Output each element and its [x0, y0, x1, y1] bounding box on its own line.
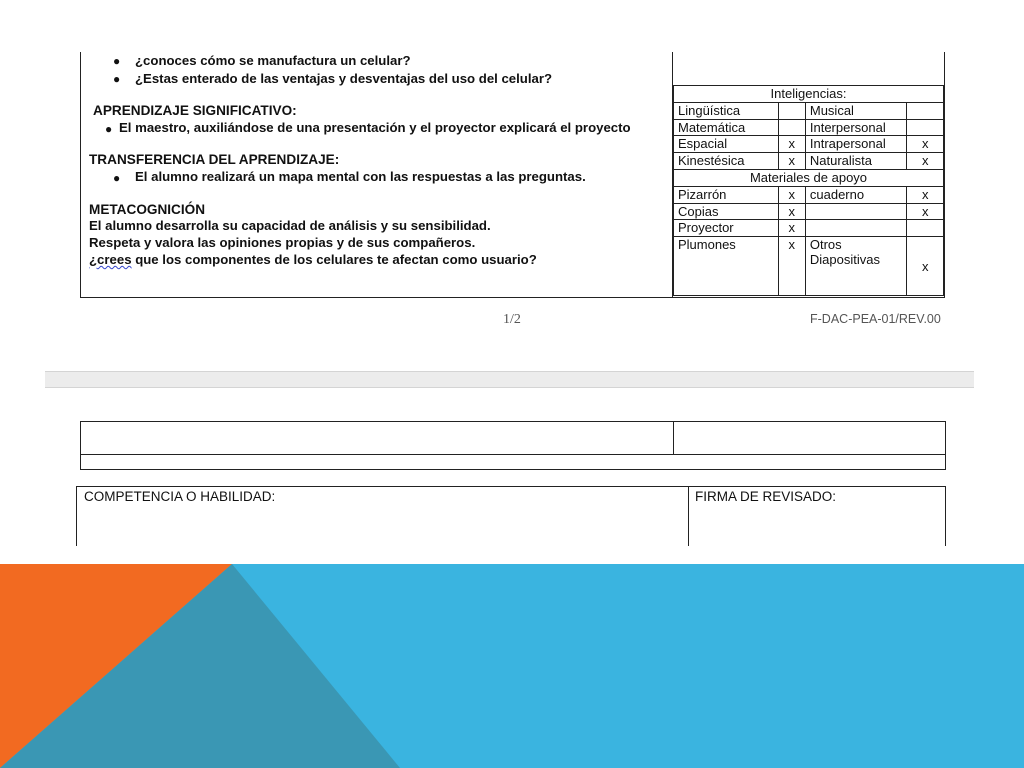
intelligences-column	[673, 52, 944, 297]
material-name: Plumones	[674, 237, 779, 296]
question-rest: que los componentes de los celulares te afectan como usuario?	[131, 252, 537, 267]
material-line-1: Otros	[809, 237, 842, 253]
transferencia-text: El alumno realizará un mapa mental con las respuestas a las preguntas.	[135, 169, 586, 184]
bullet-dot: ●	[105, 122, 113, 136]
material-mark: x	[778, 203, 805, 220]
table-divider	[673, 422, 674, 454]
intel-name: Kinestésica	[674, 153, 779, 170]
intel-name: Intrapersonal	[805, 136, 907, 153]
question-2: ¿Estas enterado de las ventajas y desventajas del uso del celular?	[135, 71, 553, 86]
material-line-2: Diapositivas	[809, 252, 880, 268]
material-name: Copias	[674, 203, 779, 220]
materials-header: Materiales de apoyo	[674, 169, 944, 186]
material-name: Proyector	[674, 220, 779, 237]
intel-mark: x	[907, 153, 944, 170]
aprendizaje-text: El maestro, auxiliándose de una presentación y el proyector explicará el proyecto	[119, 120, 631, 135]
intel-mark: x	[907, 136, 944, 153]
page-number: 1/2	[503, 312, 521, 327]
decorative-footer-shapes	[0, 564, 1024, 768]
material-mark: x	[778, 237, 805, 296]
material-mark: x	[778, 186, 805, 203]
material-mark: x	[907, 237, 944, 296]
intel-name: Naturalista	[805, 153, 907, 170]
firma-label: FIRMA DE REVISADO:	[695, 489, 837, 504]
lesson-plan-table	[80, 52, 945, 298]
metacognicion-question	[89, 252, 537, 267]
intel-name: Lingüística	[674, 102, 779, 119]
intel-name: Interpersonal	[805, 119, 907, 136]
intelligences-table	[673, 85, 944, 296]
competencia-table	[76, 486, 946, 546]
table-divider	[688, 487, 689, 546]
document-code: F-DAC-PEA-01/REV.00	[810, 312, 941, 326]
intel-mark	[907, 119, 944, 136]
intel-mark	[907, 102, 944, 119]
intelligences-header: Inteligencias:	[674, 86, 944, 103]
material-mark: x	[778, 220, 805, 237]
material-mark	[907, 220, 944, 237]
intel-mark: x	[778, 136, 805, 153]
intel-name: Matemática	[674, 119, 779, 136]
question-1: ¿conoces cómo se manufactura un celular?	[135, 53, 411, 68]
material-name-multiline	[805, 237, 907, 296]
transferencia-heading: TRANSFERENCIA DEL APRENDIZAJE:	[89, 152, 340, 167]
intel-name: Espacial	[674, 136, 779, 153]
material-name	[805, 220, 907, 237]
intel-mark	[778, 119, 805, 136]
material-name: Pizarrón	[674, 186, 779, 203]
material-mark: x	[907, 203, 944, 220]
material-name	[805, 203, 907, 220]
material-mark: x	[907, 186, 944, 203]
metacognicion-heading: METACOGNICIÓN	[89, 202, 206, 217]
intel-mark: x	[778, 153, 805, 170]
material-name: cuaderno	[805, 186, 907, 203]
lesson-activities-cell	[81, 52, 673, 297]
bullet-dot: ●	[113, 72, 121, 86]
bullet-dot: ●	[113, 171, 121, 185]
intel-mark	[778, 102, 805, 119]
aprendizaje-heading: APRENDIZAJE SIGNIFICATIVO:	[93, 103, 297, 118]
competencia-label: COMPETENCIA O HABILIDAD:	[84, 489, 276, 504]
table-divider	[81, 454, 945, 455]
metacognicion-line-2: Respeta y valora las opiniones propias y de sus compañeros.	[89, 235, 476, 250]
second-page-table	[80, 421, 946, 470]
spellcheck-word: ¿crees	[89, 252, 132, 267]
bullet-dot: ●	[113, 54, 121, 68]
metacognicion-line-1: El alumno desarrolla su capacidad de análisis y su sensibilidad.	[89, 218, 491, 233]
intel-name: Musical	[805, 102, 907, 119]
page-separator	[45, 371, 974, 388]
